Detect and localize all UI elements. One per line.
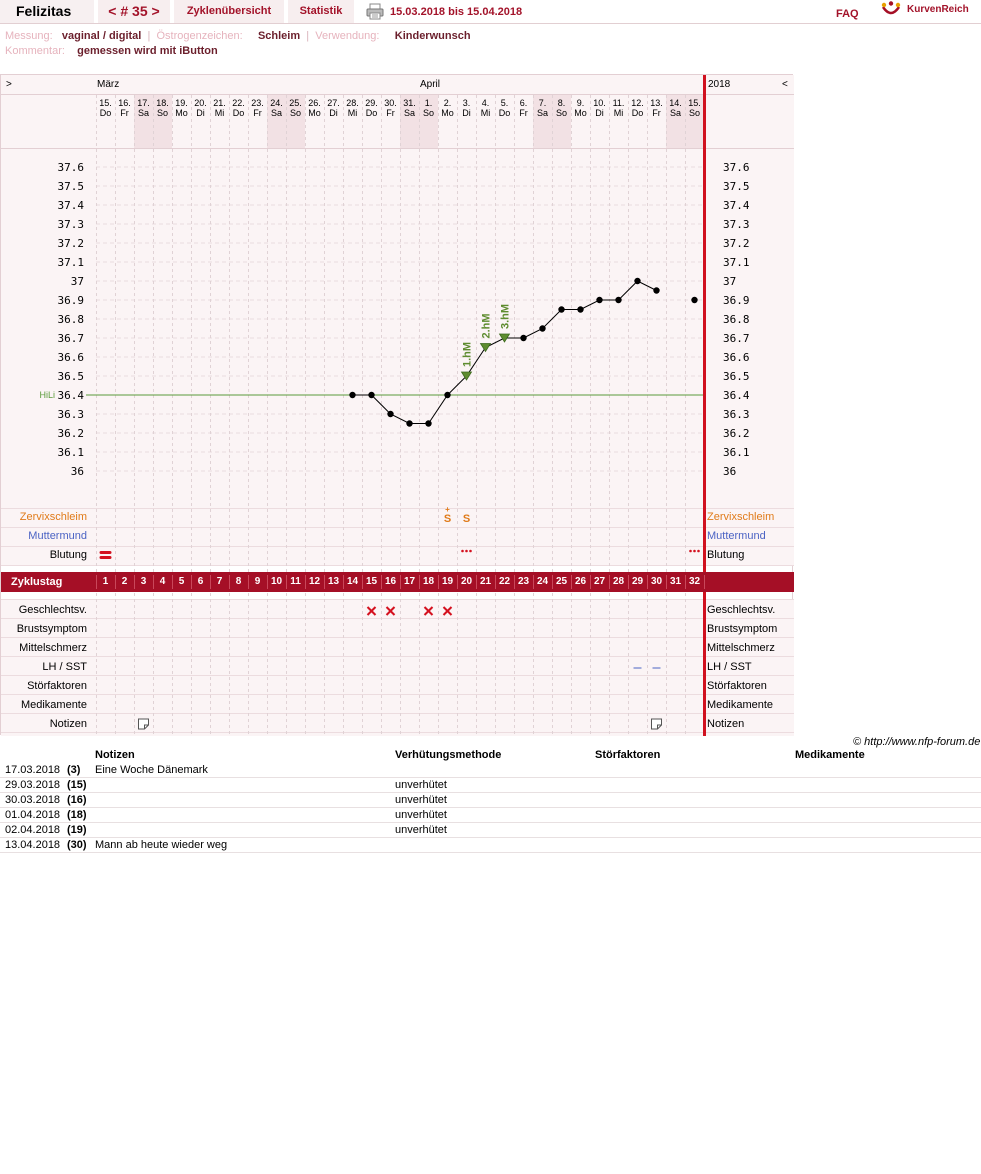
row-label-right: LH / SST [707, 661, 752, 673]
y-tick-label-right: 36.6 [723, 351, 750, 364]
day-date-label: 25. [289, 98, 302, 108]
cycle-day-number: 7 [216, 576, 223, 587]
row-cycle-day: (19) [67, 824, 87, 836]
y-tick-label-left: 37.1 [57, 256, 84, 269]
day-weekday-label: Sa [536, 108, 549, 118]
verwendung-value: Kinderwunsch [394, 30, 471, 42]
day-date-label: 17. [137, 98, 150, 108]
col-header-disturbances: Störfaktoren [595, 749, 661, 761]
row-label-right: Mittelschmerz [707, 642, 775, 654]
day-date-label: 23. [251, 98, 264, 108]
cycle-day-divider [438, 575, 439, 589]
day-date-label: 11. [612, 98, 625, 108]
day-date-label: 30. [384, 98, 397, 108]
day-weekday-label: Mi [480, 108, 491, 118]
cycle-day-divider [552, 575, 553, 589]
row-date: 01.04.2018 [5, 809, 61, 821]
cycle-day-divider [609, 575, 610, 589]
day-weekday-label: Mo [175, 108, 188, 118]
y-tick-label-left: 36.7 [57, 332, 84, 345]
spotting-dot [461, 550, 464, 553]
cycle-day-number: 25 [555, 576, 568, 587]
printer-icon[interactable] [366, 3, 384, 23]
cycle-day-number: 19 [441, 576, 454, 587]
temperature-point [444, 392, 450, 398]
bottom-rows-background [1, 599, 794, 736]
row-label-left: Mittelschmerz [19, 642, 87, 654]
top-bar [0, 0, 981, 24]
high-temp-label: 2.hM [480, 313, 493, 339]
y-tick-label-right: 36.3 [723, 408, 750, 421]
day-date-label: 19. [175, 98, 188, 108]
row-cycle-day: (15) [67, 779, 87, 791]
cycle-day-number: 24 [536, 576, 549, 587]
day-weekday-label: Sa [137, 108, 150, 118]
temperature-point [349, 392, 355, 398]
cycle-day-label: Zyklustag [11, 576, 63, 588]
spotting-dot [697, 550, 700, 553]
cycle-day-number: 29 [631, 576, 644, 587]
temperature-area-background [1, 148, 794, 508]
day-weekday-label: So [422, 108, 435, 118]
cycle-day-divider [457, 575, 458, 589]
cycle-day-number: 11 [290, 576, 301, 587]
y-tick-label-right: 37.6 [723, 161, 750, 174]
cycle-day-number: 28 [612, 576, 625, 587]
brand-name: KurvenReich [907, 4, 969, 15]
col-header-notes: Notizen [95, 749, 135, 761]
cycle-day-divider [514, 575, 515, 589]
day-date-label: 12. [631, 98, 644, 108]
spotting-dot [465, 550, 468, 553]
row-note: Mann ab heute wieder weg [95, 839, 228, 851]
high-temp-label: 3.hM [499, 303, 512, 329]
day-weekday-label: Do [232, 108, 245, 118]
cycle-day-divider [666, 575, 667, 589]
messung-label: Messung: [5, 30, 53, 42]
day-weekday-label: Mo [574, 108, 587, 118]
row-label-left: Blutung [49, 549, 87, 561]
cycle-day-divider [172, 575, 173, 589]
cycle-day-divider [134, 575, 135, 589]
y-tick-label-left: 37.5 [57, 180, 84, 193]
cycle-day-number: 30 [650, 576, 663, 587]
cycle-day-number: 32 [688, 576, 701, 587]
day-date-label: 15. [688, 98, 701, 108]
day-weekday-label: Mo [308, 108, 321, 118]
y-tick-label-right: 36.7 [723, 332, 750, 345]
cycle-day-divider [381, 575, 382, 589]
y-tick-label-right: 37.1 [723, 256, 750, 269]
row-method: unverhütet [395, 779, 447, 791]
row-label-right: Störfaktoren [707, 680, 767, 692]
y-tick-label-right: 36.2 [723, 427, 750, 440]
day-date-label: 7. [538, 98, 547, 108]
day-date-label: 22. [232, 98, 245, 108]
table-row [0, 823, 981, 838]
meta-line-1: Messung: vaginal / digital | Östrogenzeichen: Schleim | Verwendung: Kinderwunsch [5, 30, 471, 42]
col-header-medication: Medikamente [795, 749, 865, 761]
day-weekday-label: Sa [669, 108, 682, 118]
day-weekday-label: Mi [347, 108, 358, 118]
y-tick-label-left: 36 [70, 465, 84, 478]
day-weekday-label: Fr [652, 108, 661, 118]
cycle-day-number: 27 [593, 576, 606, 587]
cycle-day-number: 22 [498, 576, 511, 587]
day-date-label: 26. [308, 98, 321, 108]
cycle-day-number: 14 [346, 576, 359, 587]
year-label: 2018 [708, 79, 731, 90]
row-label-left: Medikamente [20, 699, 87, 711]
y-tick-label-left: 36.4 [57, 389, 84, 402]
day-weekday-label: Di [595, 108, 604, 118]
cycle-day-number: 10 [270, 576, 283, 587]
cycle-day-divider [400, 575, 401, 589]
oestrogen-label: Östrogenzeichen: [156, 30, 243, 42]
cycle-day-number: 1 [102, 576, 109, 587]
spotting-dot [469, 550, 472, 553]
y-tick-label-right: 37.2 [723, 237, 750, 250]
spotting-dot [693, 550, 696, 553]
day-weekday-label: Fr [253, 108, 262, 118]
temperature-point [406, 420, 412, 426]
row-label-right: Geschlechtsv. [707, 604, 776, 616]
row-label-right: Brustsymptom [707, 623, 778, 635]
temperature-point [577, 306, 583, 312]
cycle-day-divider [495, 575, 496, 589]
day-date-label: 8. [557, 98, 566, 108]
y-tick-label-right: 36 [723, 465, 737, 478]
day-date-label: 18. [156, 98, 169, 108]
y-tick-label-right: 37.4 [723, 199, 750, 212]
row-method: unverhütet [395, 794, 447, 806]
day-weekday-label: Fr [519, 108, 528, 118]
y-tick-label-right: 36.8 [723, 313, 750, 326]
y-tick-label-left: 36.8 [57, 313, 84, 326]
y-tick-label-right: 36.4 [723, 389, 750, 402]
top-rows-background [1, 508, 794, 565]
copyright: © http://www.nfp-forum.de [853, 736, 981, 748]
cycle-day-divider [419, 575, 420, 589]
day-date-label: 2. [443, 98, 452, 108]
temperature-point [558, 306, 564, 312]
temperature-point [425, 420, 431, 426]
next-cycle-arrow[interactable]: < [782, 79, 788, 90]
day-weekday-label: Di [329, 108, 338, 118]
messung-value: vaginal / digital [61, 30, 142, 42]
cycle-day-number: 31 [669, 576, 682, 587]
cycle-day-number: 18 [422, 576, 435, 587]
row-note: Eine Woche Dänemark [95, 764, 208, 776]
logo-icon[interactable] [880, 1, 902, 22]
day-weekday-label: Sa [403, 108, 416, 118]
cycle-navigator[interactable]: < # 35 > [98, 0, 170, 23]
y-tick-label-right: 36.1 [723, 446, 750, 459]
day-weekday-label: Fr [386, 108, 395, 118]
cycle-day-number: 2 [121, 576, 128, 587]
row-label-left: LH / SST [42, 661, 87, 673]
table-row [0, 793, 981, 808]
day-weekday-label: Do [365, 108, 378, 118]
day-date-label: 27. [327, 98, 340, 108]
temperature-point [615, 297, 621, 303]
row-label-right: Blutung [707, 549, 745, 561]
cycle-day-number: 4 [159, 576, 166, 587]
cycle-day-divider [628, 575, 629, 589]
col-header-method: Verhütungsmethode [395, 749, 502, 761]
day-weekday-label: Do [631, 108, 644, 118]
row-label-right: Muttermund [707, 530, 766, 542]
cycle-day-divider [343, 575, 344, 589]
y-tick-label-left: 36.1 [57, 446, 84, 459]
day-weekday-label: Do [498, 108, 511, 118]
y-tick-label-left: 36.2 [57, 427, 84, 440]
cycle-day-number: 26 [574, 576, 587, 587]
row-label-left: Notizen [49, 718, 87, 730]
coverline-label: HiLi [39, 390, 55, 400]
day-date-label: 15. [99, 98, 112, 108]
cervix-symbol: S [443, 513, 452, 525]
day-weekday-label: Di [196, 108, 205, 118]
kommentar-value: gemessen wird mit iButton [77, 45, 218, 57]
y-tick-label-left: 37.3 [57, 218, 84, 231]
y-tick-label-left: 37.6 [57, 161, 84, 174]
table-row [0, 778, 981, 793]
tab-cycle-overview[interactable]: Zyklenübersicht [174, 0, 284, 23]
cycle-day-number: 8 [235, 576, 242, 587]
row-label-left: Geschlechtsv. [18, 604, 87, 616]
cycle-chart [0, 74, 793, 735]
cycle-day-number: 9 [254, 576, 261, 587]
cycle-day-number: 12 [308, 576, 321, 587]
y-tick-label-left: 36.3 [57, 408, 84, 421]
y-tick-label-left: 36.9 [57, 294, 84, 307]
temperature-point [691, 297, 697, 303]
day-weekday-label: Mi [214, 108, 225, 118]
temperature-point [596, 297, 602, 303]
cycle-day-divider [533, 575, 534, 589]
oestrogen-value: Schleim [257, 30, 301, 42]
cycle-day-divider [96, 575, 97, 589]
cycle-day-divider [571, 575, 572, 589]
cycle-day-divider [267, 575, 268, 589]
bleeding-heavy-mark [100, 551, 112, 554]
temperature-point [539, 325, 545, 331]
cycle-day-number: 23 [517, 576, 530, 587]
day-weekday-label: So [156, 108, 169, 118]
cycle-day-divider [305, 575, 306, 589]
day-date-label: 5. [500, 98, 509, 108]
day-weekday-label: So [555, 108, 568, 118]
temperature-point [387, 411, 393, 417]
cycle-day-divider [286, 575, 287, 589]
cycle-day-divider [153, 575, 154, 589]
cycle-day-number: 15 [365, 576, 378, 587]
y-tick-label-left: 37.2 [57, 237, 84, 250]
row-method: unverhütet [395, 809, 447, 821]
row-cycle-day: (16) [67, 794, 87, 806]
cycle-day-number: 16 [384, 576, 397, 587]
kommentar-label: Kommentar: [5, 45, 65, 57]
temperature-point [653, 287, 659, 293]
meta-line-2 [5, 44, 218, 59]
date-range: 15.03.2018 bis 15.04.2018 [390, 6, 523, 18]
user-name: Felizitas [0, 0, 94, 23]
cycle-day-divider [324, 575, 325, 589]
y-tick-label-left: 37 [70, 275, 84, 288]
month-label-march: März [97, 79, 120, 90]
y-tick-label-right: 37 [723, 275, 737, 288]
cycle-day-divider [229, 575, 230, 589]
cycle-day-number: 17 [403, 576, 416, 587]
y-tick-label-left: 36.5 [57, 370, 84, 383]
cycle-day-number: 21 [479, 576, 492, 587]
cycle-day-number: 13 [327, 576, 340, 587]
row-label-left: Störfaktoren [27, 680, 87, 692]
cycle-day-band [1, 572, 794, 592]
row-method: unverhütet [395, 824, 447, 836]
day-date-label: 13. [650, 98, 663, 108]
cervix-symbol: S [462, 513, 471, 525]
row-label-right: Notizen [707, 718, 745, 730]
y-tick-label-left: 37.4 [57, 199, 84, 212]
day-weekday-label: So [289, 108, 302, 118]
temperature-point [520, 335, 526, 341]
day-date-label: 9. [576, 98, 585, 108]
cycle-day-divider [704, 575, 705, 589]
day-date-label: 16. [118, 98, 131, 108]
temperature-point [634, 278, 640, 284]
y-tick-label-right: 36.9 [723, 294, 750, 307]
cycle-day-divider [685, 575, 686, 589]
cycle-day-number: 20 [460, 576, 473, 587]
y-tick-label-right: 37.5 [723, 180, 750, 193]
day-date-label: 31. [403, 98, 416, 108]
day-date-label: 1. [424, 98, 433, 108]
day-weekday-label: So [688, 108, 701, 118]
row-date: 30.03.2018 [5, 794, 61, 806]
day-date-label: 14. [669, 98, 682, 108]
row-label-left: Brustsymptom [16, 623, 87, 635]
cycle-day-divider [362, 575, 363, 589]
month-label-april: April [420, 79, 441, 90]
day-date-label: 4. [481, 98, 490, 108]
day-weekday-label: Do [99, 108, 112, 118]
temperature-point [368, 392, 374, 398]
row-date: 29.03.2018 [5, 779, 61, 791]
day-weekday-label: Fr [120, 108, 129, 118]
cycle-day-divider [248, 575, 249, 589]
cycle-day-divider [191, 575, 192, 589]
row-label-left: Zervixschleim [19, 511, 87, 523]
day-date-label: 21. [213, 98, 226, 108]
day-date-label: 28. [346, 98, 359, 108]
tab-statistics[interactable]: Statistik [288, 0, 354, 23]
day-date-label: 29. [365, 98, 378, 108]
day-weekday-label: Mi [613, 108, 624, 118]
prev-cycle-arrow[interactable]: > [6, 79, 12, 90]
chart-canvas [1, 75, 794, 736]
table-row [0, 808, 981, 823]
day-date-label: 10. [593, 98, 606, 108]
spotting-dot [689, 550, 692, 553]
bleeding-heavy-mark [100, 556, 112, 559]
cycle-day-number: 3 [140, 576, 147, 587]
high-temp-label: 1.hM [461, 341, 474, 367]
day-date-label: 3. [462, 98, 471, 108]
row-label-right: Medikamente [707, 699, 774, 711]
cycle-day-divider [210, 575, 211, 589]
row-label-left: Muttermund [28, 530, 87, 542]
y-tick-label-right: 37.3 [723, 218, 750, 231]
verwendung-label: Verwendung: [315, 30, 380, 42]
cycle-day-number: 6 [197, 576, 204, 587]
row-cycle-day: (30) [67, 839, 87, 851]
cycle-day-divider [647, 575, 648, 589]
day-date-label: 6. [519, 98, 528, 108]
row-date: 02.04.2018 [5, 824, 61, 836]
faq-link[interactable]: FAQ [836, 8, 859, 20]
table-row [0, 763, 981, 778]
cycle-day-divider [590, 575, 591, 589]
table-row [0, 838, 981, 853]
cycle-day-divider [476, 575, 477, 589]
row-date: 13.04.2018 [5, 839, 61, 851]
cycle-day-divider [115, 575, 116, 589]
row-cycle-day: (18) [67, 809, 87, 821]
row-cycle-day: (3) [67, 764, 81, 776]
y-tick-label-left: 36.6 [57, 351, 84, 364]
day-date-label: 20. [194, 98, 207, 108]
cervix-plus: + [445, 505, 450, 514]
row-date: 17.03.2018 [5, 764, 61, 776]
cycle-day-number: 5 [178, 576, 185, 587]
day-weekday-label: Mo [441, 108, 454, 118]
row-label-right: Zervixschleim [707, 511, 775, 523]
day-weekday-label: Sa [270, 108, 283, 118]
y-tick-label-right: 36.5 [723, 370, 750, 383]
day-date-label: 24. [270, 98, 283, 108]
day-weekday-label: Di [462, 108, 471, 118]
